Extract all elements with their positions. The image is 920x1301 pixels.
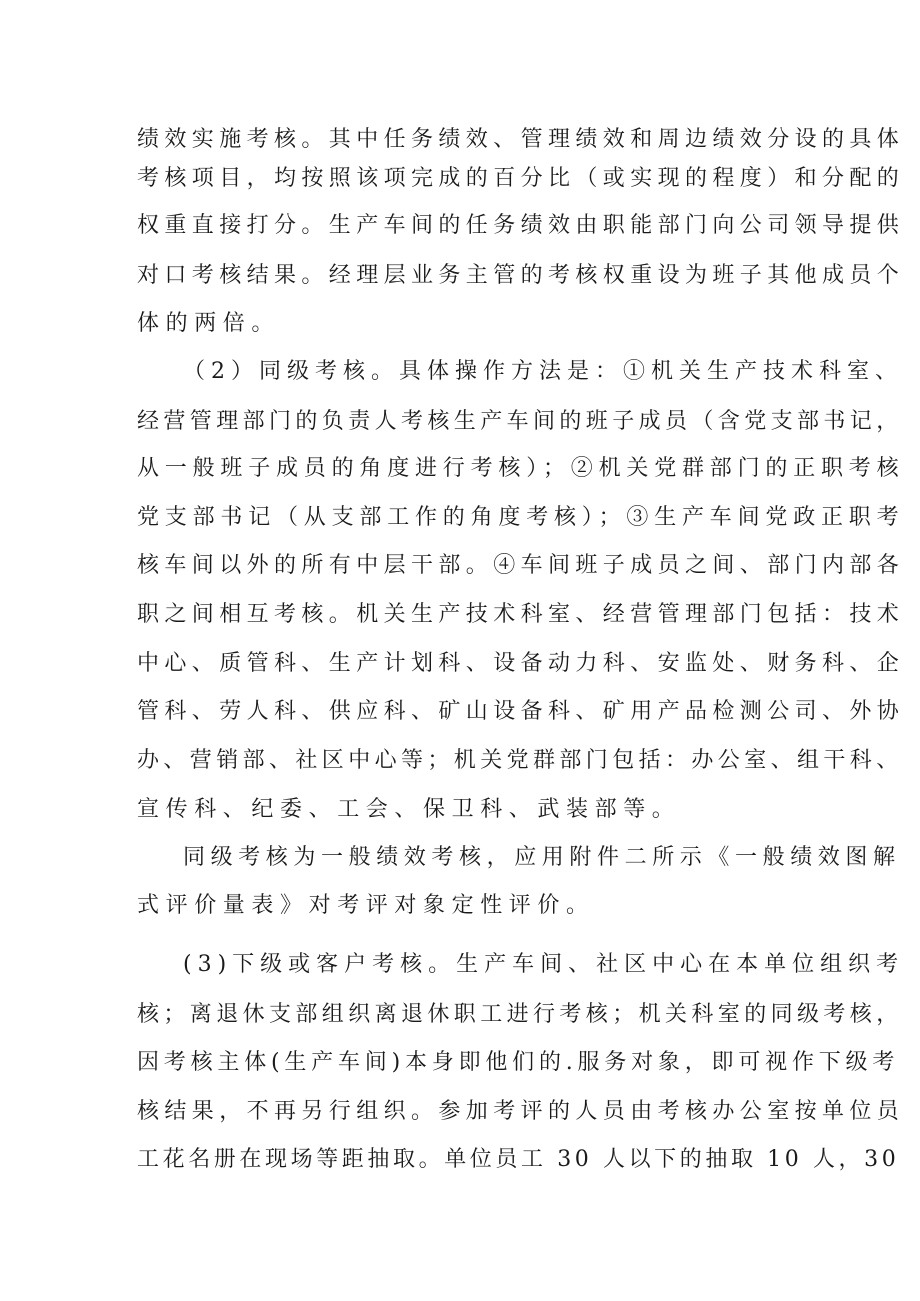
paragraph-2-line-1: （2）同级考核。具体操作方法是：①机关生产技术科室、 [183, 359, 903, 384]
paragraph-2-line-8: 管科、劳人科、供应科、矿山设备科、矿用产品检测公司、外协 [137, 699, 905, 724]
paragraph-2-line-2: 经营管理部门的负责人考核生产车间的班子成员（含党支部书记， [137, 409, 903, 434]
paragraph-2-line-4: 党支部书记（从支部工作的角度考核）；③生产车间党政正职考 [137, 505, 905, 530]
paragraph-1-line-1: 绩效实施考核。其中任务绩效、管理绩效和周边绩效分设的具体 [137, 127, 905, 152]
paragraph-4-line-1: (3)下级或客户考核。生产车间、社区中心在本单位组织考 [183, 952, 905, 977]
paragraph-4-line-5: 工花名册在现场等距抽取。单位员工 30 人以下的抽取 10 人，30 [137, 1147, 900, 1172]
paragraph-2-line-6: 职之间相互考核。机关生产技术科室、经营管理部门包括：技术 [137, 602, 905, 627]
paragraph-4-line-3: 因考核主体(生产车间)本身即他们的.服务对象，即可视作下级考 [137, 1050, 900, 1075]
paragraph-4-line-4: 核结果，不再另行组织。参加考评的人员由考核办公室按单位员 [137, 1099, 905, 1124]
paragraph-1-line-4: 对口考核结果。经理层业务主管的考核权重设为班子其他成员个 [137, 263, 905, 288]
paragraph-1-line-3: 权重直接打分。生产车间的任务绩效由职能部门向公司领导提供 [137, 213, 905, 238]
paragraph-2-line-7: 中心、质管科、生产计划科、设备动力科、安监处、财务科、企 [137, 651, 905, 676]
paragraph-4-line-2: 核；离退休支部组织离退休职工进行考核；机关科室的同级考核， [137, 1002, 903, 1027]
paragraph-3-line-1: 同级考核为一般绩效考核，应用附件二所示《一般绩效图解 [183, 845, 901, 870]
paragraph-2-line-5: 核车间以外的所有中层干部。④车间班子成员之间、部门内部各 [137, 553, 905, 578]
paragraph-1-line-2: 考核项目，均按照该项完成的百分比（或实现的程度）和分配的 [137, 166, 905, 191]
paragraph-3-line-2: 式评价量表》对考评对象定性评价。 [137, 893, 595, 918]
paragraph-1-line-5: 体的两倍。 [137, 311, 281, 336]
paragraph-2-line-10: 宣传科、纪委、工会、保卫科、武装部等。 [137, 797, 681, 822]
paragraph-2-line-9: 办、营销部、社区中心等；机关党群部门包括：办公室、组干科、 [137, 748, 903, 773]
paragraph-2-line-3: 从一般班子成员的角度进行考核）；②机关党群部门的正职考核 [137, 456, 905, 481]
